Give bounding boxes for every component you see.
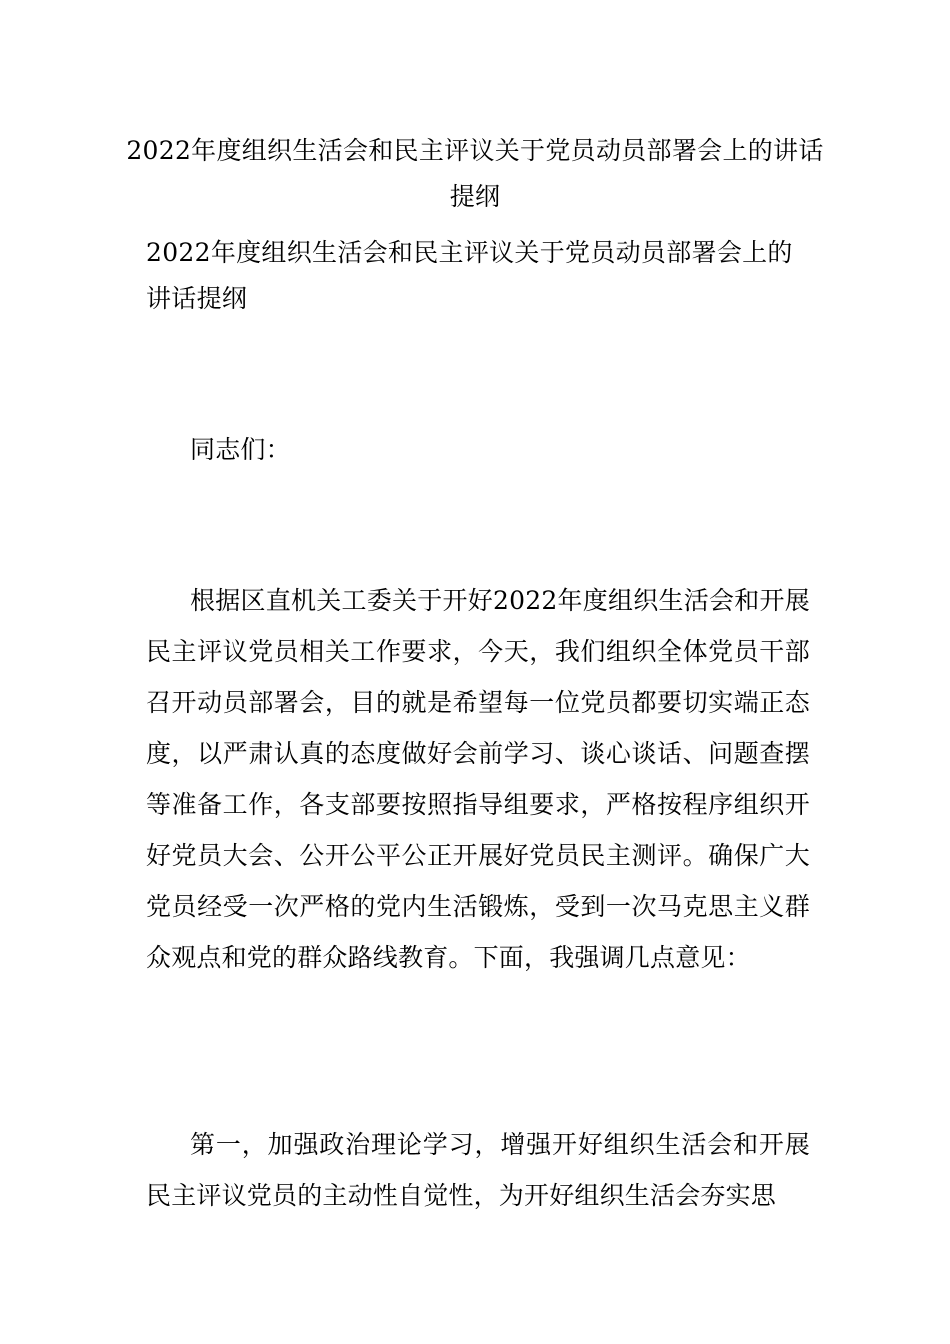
greeting: 同志们： xyxy=(190,435,291,464)
document-subtitle: 2022年度组织生活会和民主评议关于党员动员部署会上的讲话提纲 xyxy=(146,238,793,313)
document-title: 2022年度组织生活会和民主评议关于党员动员部署会上的讲话提纲 xyxy=(126,136,824,211)
paragraph: 第一，加强政治理论学习，增强开好组织生活会和开展民主评议党员的主动性自觉性，为开好组织生活会夯实思 xyxy=(146,1130,810,1210)
paragraph: 根据区直机关工委关于开好2022年度组织生活会和开展民主评议党员相关工作要求，今天，我们组织全体党员干部召开动员部署会，目的就是希望每一位党员都要切实端正态度，以严肃认真的态度做好会前学习、谈心谈话、问题查摆等准备工作，各支部要按照指导组要求，严格按程序组织开好党员大会、公开公平公正开展好党员民主测评。确保广大党员经受一次严格的党内生活锻炼，受到一次马克思主义群众观点和党的群众路线教育。下面，我强调几点意见： xyxy=(146,586,810,972)
